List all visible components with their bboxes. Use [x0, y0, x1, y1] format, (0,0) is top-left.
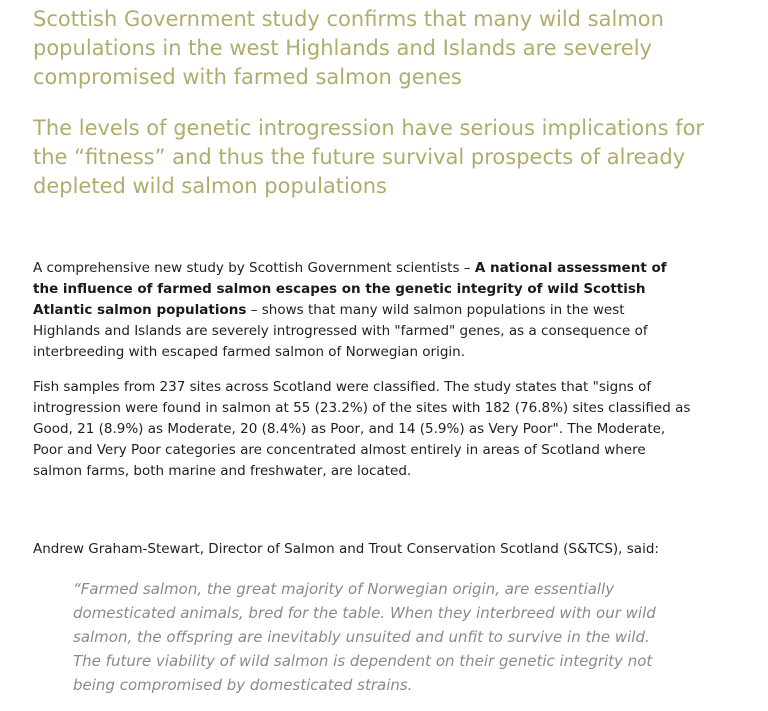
- headline-primary: Scottish Government study confirms that many wild salmon populations in the west Highlands and Islands are severely compromised with farmed salmon genes: [33, 7, 664, 89]
- intro-rest: – shows that many wild salmon populations in the west Highlands and Islands are severely introgressed with "farmed" genes, as a consequence of interbreeding with escaped farmed salmon of Norwegian origin.: [33, 302, 648, 360]
- headline-secondary: The levels of genetic introgression have serious implications for the “fitness” and thus the future survival prospects of already depleted wild salmon populations: [33, 116, 705, 198]
- intro-paragraph: [33, 258, 693, 363]
- pull-quote: “Farmed salmon, the great majority of Norwegian origin, are essentially domesticated animals, bred for the table. When they interbreed with our wild salmon, the offspring are inevitably unsuited and unfit to survive in the wild. The future viability of wild salmon is dependent on their genetic integrity not being compromised by domesticated strains.: [73, 580, 656, 694]
- study-title: A national assessment of the influence of farmed salmon escapes on the genetic integrity of wild Scottish Atlantic salmon populations: [33, 260, 667, 318]
- findings-paragraph: Fish samples from 237 sites across Scotland were classified. The study states that "signs of introgression were found in salmon at 55 (23.2%) of the sites with 182 (76.8%) sites classified as Good, 21 (8.9%) as Moderate, 20 (8.4%) as Poor, and 14 (5.9%) as Very Poor". The Moderate, Poor and Very Poor categories are concentrated almost entirely in areas of Scotland where salmon farms, both marine and freshwater, are located.: [33, 379, 691, 479]
- quote-attribution: Andrew Graham-Stewart, Director of Salmon and Trout Conservation Scotland (S&TCS), said:: [33, 541, 659, 557]
- intro-lead: A comprehensive new study by Scottish Government scientists –: [33, 260, 475, 276]
